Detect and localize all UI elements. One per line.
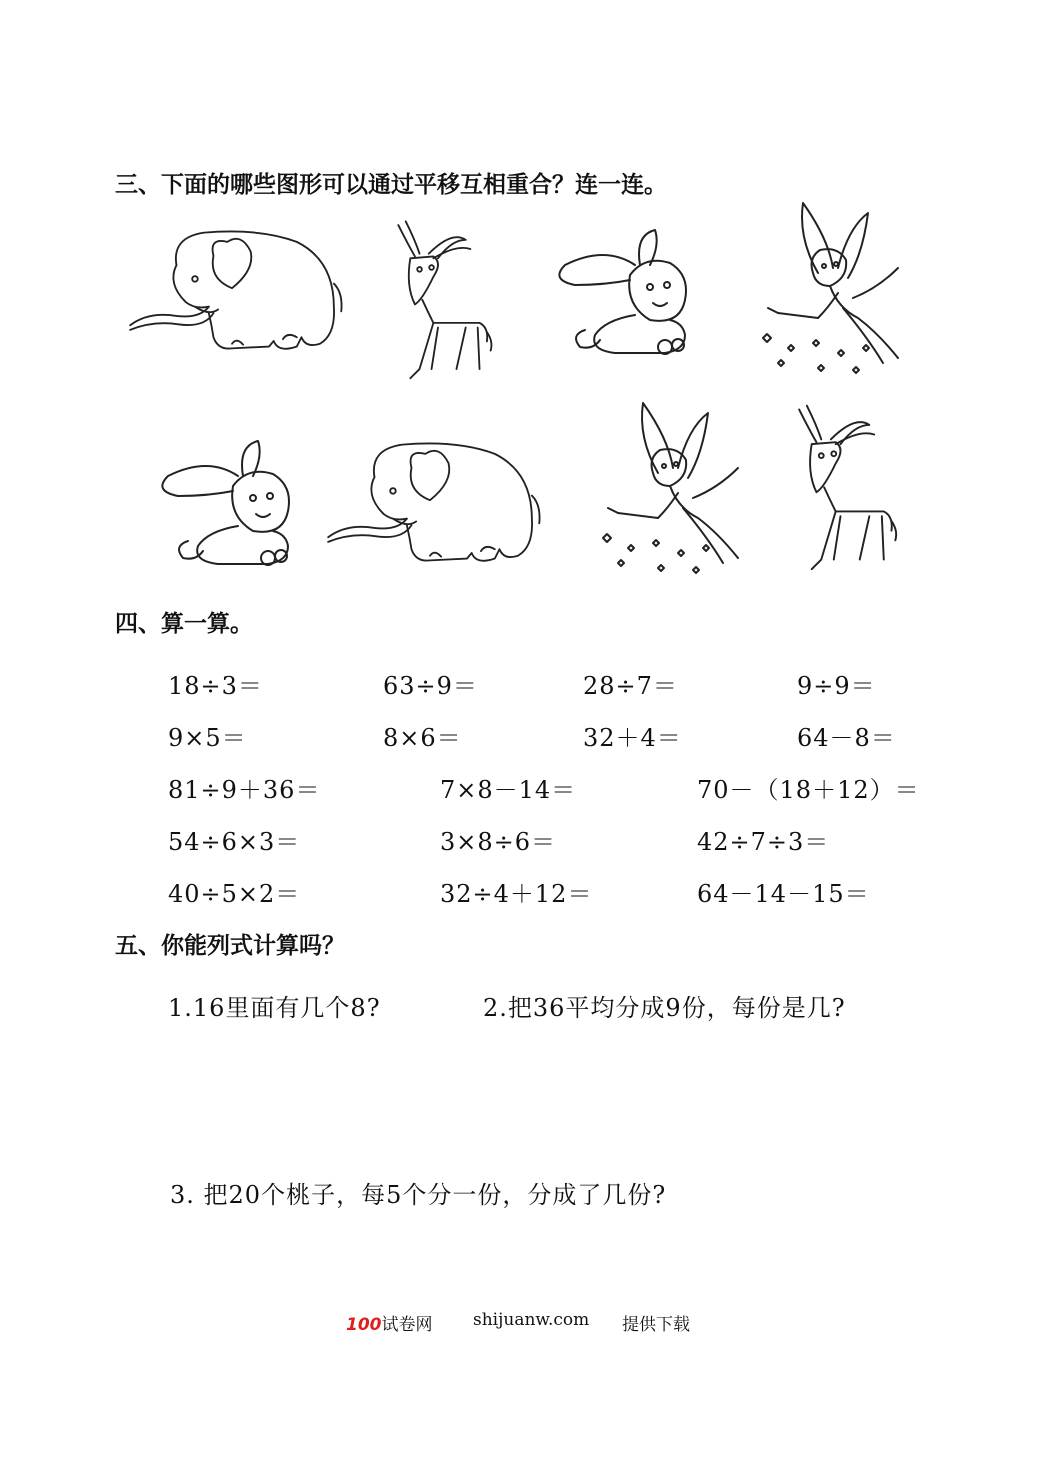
expression: 32＋4＝ xyxy=(583,724,682,752)
elephant-figure xyxy=(310,440,550,565)
expression: 40÷5×2＝ xyxy=(168,880,301,908)
expression: 63÷9＝ xyxy=(383,672,478,700)
footer-site: shijuanw.com xyxy=(473,1310,590,1330)
word-problem-2: 2.把36平均分成9份，每份是几? xyxy=(483,994,846,1022)
elephant-figure xyxy=(112,228,352,353)
expression: 64－8＝ xyxy=(797,724,896,752)
word-problem-1: 1.16里面有几个8? xyxy=(168,994,381,1022)
rabbit-figure xyxy=(148,436,293,568)
section5-title: 五、你能列式计算吗？ xyxy=(115,933,345,959)
rabbit-figure xyxy=(545,225,690,357)
expression: 7×8－14＝ xyxy=(440,776,577,804)
expression: 9÷9＝ xyxy=(797,672,876,700)
logo-text: 试卷网 xyxy=(381,1315,433,1335)
antelope-figure xyxy=(778,390,903,580)
section3-title: 三、下面的哪些图形可以通过平移互相重合？连一连。 xyxy=(115,172,667,198)
expression: 8×6＝ xyxy=(383,724,462,752)
section4-title: 四、算一算。 xyxy=(115,611,253,637)
expression: 32÷4＋12＝ xyxy=(440,880,593,908)
fairy-figure xyxy=(758,198,908,378)
logo-number: 100 xyxy=(346,1315,382,1335)
footer-logo xyxy=(346,1310,433,1335)
expression: 28÷7＝ xyxy=(583,672,678,700)
expression: 81÷9＋36＝ xyxy=(168,776,321,804)
expression: 70－（18＋12）＝ xyxy=(697,776,920,804)
expression: 3×8÷6＝ xyxy=(440,828,557,856)
footer-provide: 提供下载 xyxy=(622,1315,690,1335)
expression: 64－14－15＝ xyxy=(697,880,870,908)
expression: 42÷7÷3＝ xyxy=(697,828,830,856)
word-problem-3: 3. 把20个桃子，每5个分一份，分成了几份? xyxy=(170,1181,667,1209)
expression: 18÷3＝ xyxy=(168,672,263,700)
expression: 9×5＝ xyxy=(168,724,247,752)
fairy-figure-2 xyxy=(598,393,748,583)
expression: 54÷6×3＝ xyxy=(168,828,301,856)
antelope-figure xyxy=(378,205,498,390)
